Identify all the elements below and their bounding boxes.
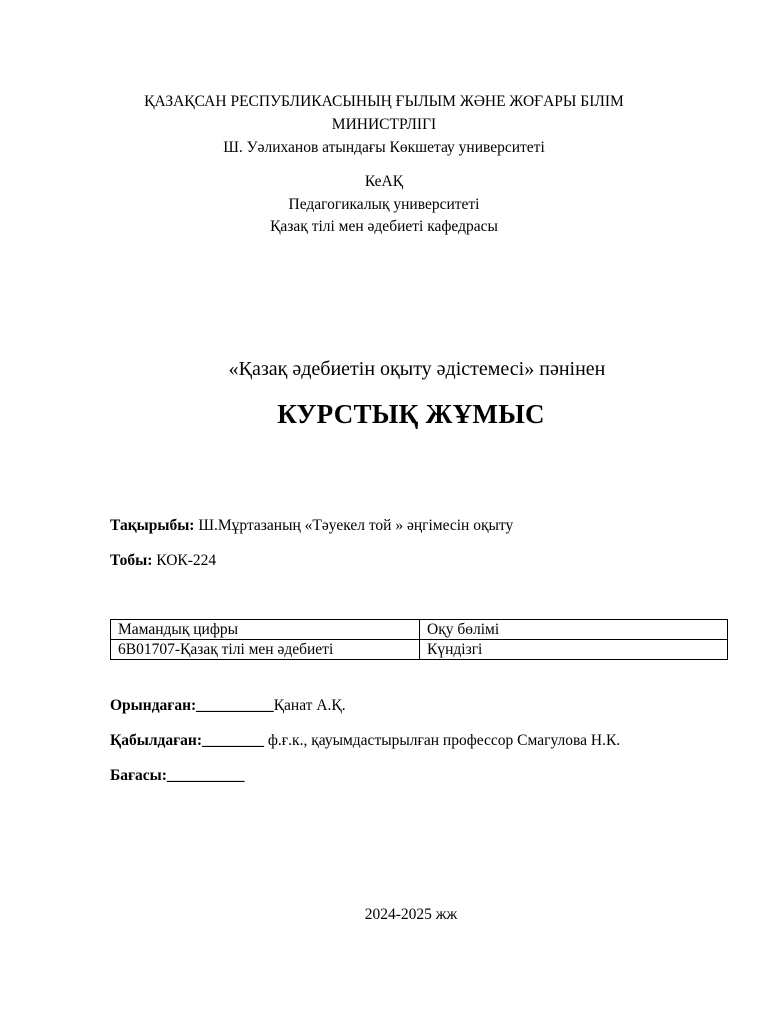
table-row [111,620,728,640]
receiver-label: Қабылдаған:________ [110,732,265,749]
grade-label: Бағасы:__________ [110,767,245,784]
document-title: КУРСТЫҚ ЖҰМЫС [277,399,545,429]
group-line [110,551,216,571]
table-row [111,640,728,660]
receiver-line [110,731,620,751]
ministry-line-2: МИНИСТРЛІГІ [331,116,437,133]
department-name: Қазақ тілі мен әдебиеті кафедрасы [270,218,498,235]
group-value: КОК-224 [152,552,217,569]
performer-value: Қанат А.Қ. [273,697,346,714]
topic-value: Ш.Мұртазаның «Тәуекел той » әңгімесін оқыту [194,517,514,534]
faculty-name: Педагогикалық университеті [288,196,480,213]
table-cell-specialty-value: 6В01707-Қазақ тілі мен әдебиеті [111,640,420,660]
receiver-value: ф.ғ.к., қауымдастырылған профессор Смагулова Н.К. [264,732,621,749]
info-table [110,619,728,660]
performer-line [110,696,346,716]
university-name: Ш. Уәлиханов атындағы Көкшетау университеті [223,139,545,156]
grade-line [110,766,244,786]
ministry-line-1: ҚАЗАҚСАН РЕСПУБЛИКАСЫНЫҢ ҒЫЛЫМ ЖӘНЕ ЖОҒАРЫ БІЛІМ [144,93,624,110]
table-cell-specialty-header: Мамандық цифры [111,620,420,640]
table-cell-study-form-value: Күндізгі [420,640,728,660]
academic-year: 2024-2025 жж [364,906,458,923]
group-label: Тобы: [110,552,153,569]
table-cell-study-form-header: Оқу бөлімі [420,620,728,640]
org-type: КеАҚ [364,173,404,190]
topic-label: Тақырыбы: [110,517,195,534]
performer-label: Орындаған:__________ [110,697,274,714]
topic-line [110,516,513,536]
course-subject: «Қазақ әдебиетін оқыту әдістемесі» пәнінен [228,358,606,380]
